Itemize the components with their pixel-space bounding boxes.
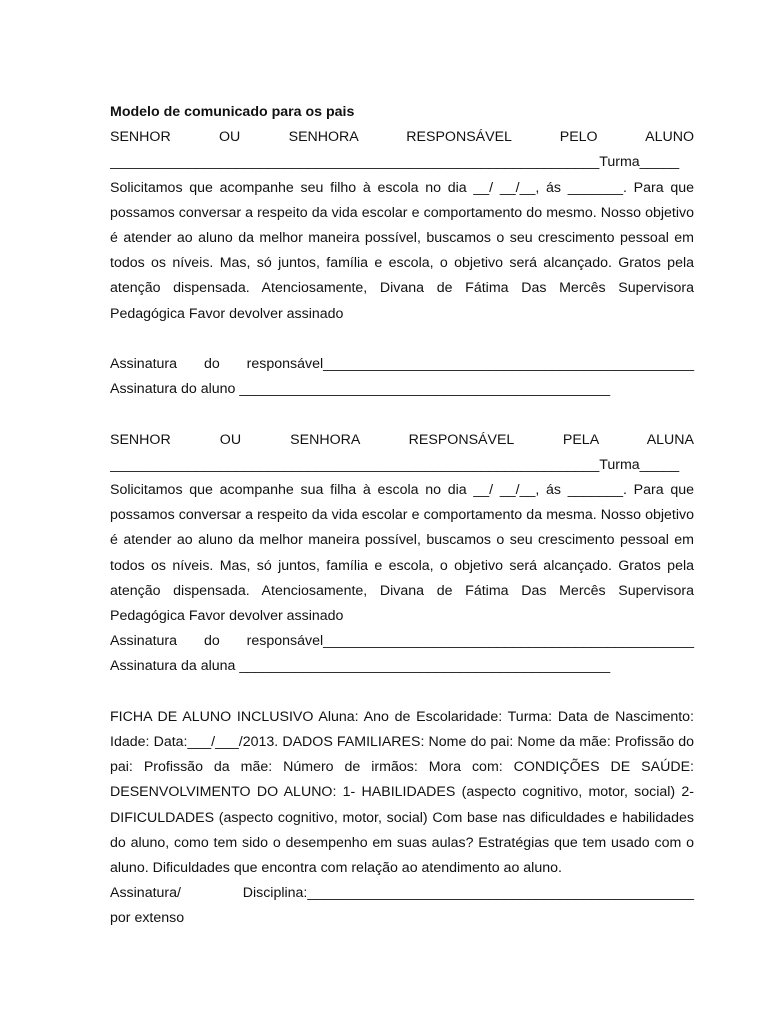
- section2-heading: SENHOR OU SENHORA RESPONSÁVEL PELA ALUNA: [110, 431, 694, 448]
- section2-signature-student: Assinatura da aluna _______________________________________________: [110, 658, 611, 675]
- section2-body: Solicitamos que acompanhe sua filha à escola no dia __/ __/__, ás _______. Para que possamos conversar a respeito da vida escolar e comportamento da mesma. Nosso objetivo é atender ao aluno da melhor maneira possível, buscamos o seu crescimento pessoal em todos os níveis. Mas, só juntos, família e escola, o objetivo será alcançado. Gratos pela atenção dispensada. Atenciosamente, Divana de Fátima Das Mercês Supervisora Pedagógica Favor devolver assinado: [110, 482, 694, 625]
- section3-signature-discipline: Assinatura/ Disciplina:_________________________________________________: [110, 885, 694, 902]
- spacer: [110, 327, 694, 352]
- document-title: Modelo de comunicado para os pais: [110, 104, 355, 120]
- section2-name-line: ______________________________________________________________Turma_____: [110, 456, 680, 473]
- section1-name-line: ______________________________________________________________Turma_____: [110, 154, 680, 171]
- section1-heading: SENHOR OU SENHORA RESPONSÁVEL PELO ALUNO: [110, 129, 694, 146]
- section2-signature-responsible: Assinatura do responsável_______________________________________________: [110, 633, 694, 650]
- section1-signature-student: Assinatura do aluno _______________________________________________: [110, 381, 611, 398]
- section1-body: Solicitamos que acompanhe seu filho à escola no dia __/ __/__, ás _______. Para que possamos conversar a respeito da vida escolar e comportamento do mesmo. Nosso objetivo é atender ao aluno da melhor maneira possível, buscamos o seu crescimento pessoal em todos os níveis. Mas, só juntos, família e escola, o objetivo será alcançado. Gratos pela atenção dispensada. Atenciosamente, Divana de Fátima Das Mercês Supervisora Pedagógica Favor devolver assinado: [110, 179, 694, 322]
- section3-footer: por extenso: [110, 910, 185, 927]
- section1-signature-responsible: Assinatura do responsável_______________________________________________: [110, 356, 694, 373]
- document-page: [110, 100, 694, 932]
- spacer: [110, 402, 694, 427]
- section3-body: FICHA DE ALUNO INCLUSIVO Aluna: Ano de Escolaridade: Turma: Data de Nascimento: Idade: Data:___/___/2013. DADOS FAMILIARES: Nome do pai: Nome da mãe: Profissão do pai: Profissão da mãe: Número de irmãos: Mora com: CONDIÇÕES DE SAÚDE: DESENVOLVIMENTO DO ALUNO: 1- HABILIDADES (aspecto cognitivo, motor, social) 2- DIFICULDADES (aspecto cognitivo, motor, social) Com base nas dificuldades e habilidades do aluno, como tem sido o desempenho em suas aulas? Estratégias que tem usado com o aluno. Dificuldades que encontra com relação ao atendimento ao aluno.: [110, 708, 694, 877]
- spacer: [110, 680, 694, 705]
